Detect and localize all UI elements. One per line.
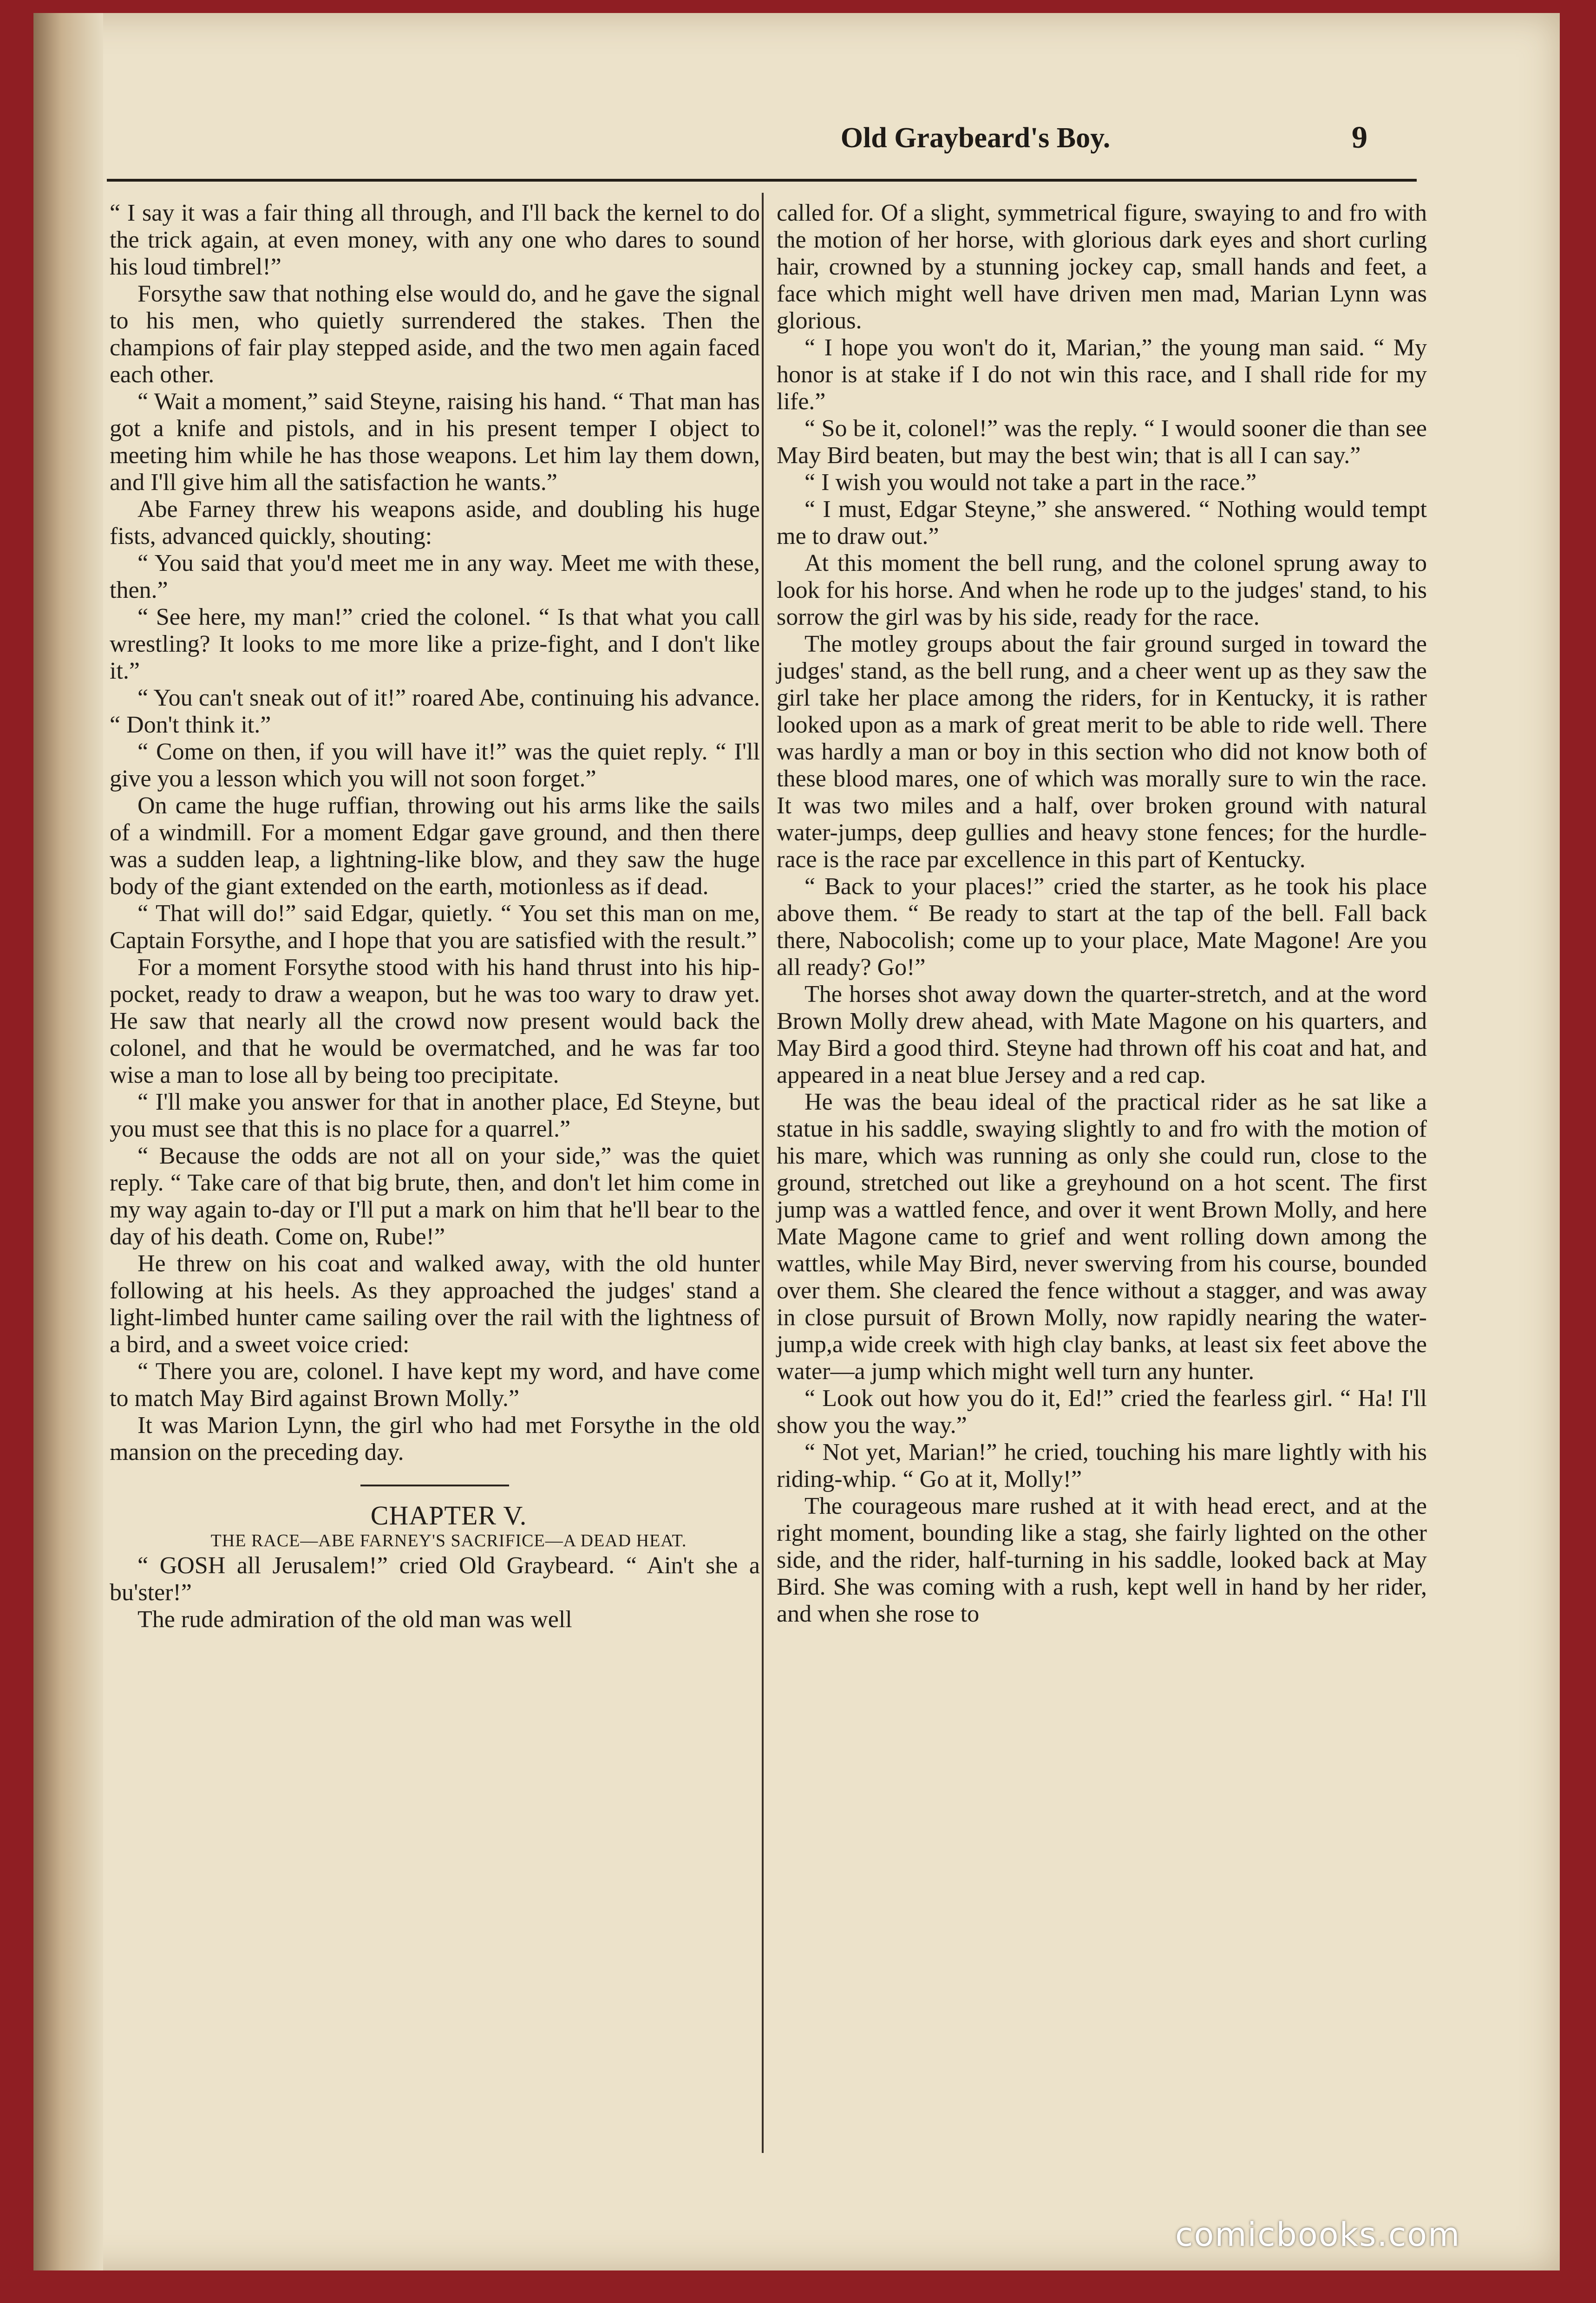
paragraph: Abe Farney threw his weapons aside, and doubling his huge fists, advanced quickly, shouting: xyxy=(110,496,760,550)
left-column-paragraphs xyxy=(110,200,760,1466)
paragraph: The motley groups about the fair ground surged in toward the judges' stand, as the bell rung, and a cheer went up as they saw the girl take her place among the riders, for in Kentucky, it is rather looked upon as a mark of great merit to be able to ride well. There was hardly a man or boy in this section who did not know both of these blood mares, one of which was morally sure to win the race. It was two miles and a half, over broken ground with natural water-jumps, deep gullies and heavy stone fences; for the hurdle-race is the race par excellence in this part of Kentucky. xyxy=(777,631,1427,873)
paragraph: “ See here, my man!” cried the colonel. “ Is that what you call wrestling? It looks to me more like a prize-fight, and I don't like it.” xyxy=(110,604,760,684)
paragraph: The courageous mare rushed at it with head erect, and at the right moment, bounding like a stag, she fairly lighted on the other side, and the rider, half-turning in his saddle, looked back at May Bird. She was coming with a rush, kept well in hand by her rider, and when she rose to xyxy=(777,1493,1427,1627)
paragraph: Forsythe saw that nothing else would do, and he gave the signal to his men, who quietly surrendered the stakes. Then the champions of fair play stepped aside, and the two men again faced each other. xyxy=(110,281,760,388)
paragraph: “ I say it was a fair thing all through, and I'll back the kernel to do the trick again, at even money, with any one who dares to sound his loud timbrel!” xyxy=(110,200,760,280)
paragraph: For a moment Forsythe stood with his hand thrust into his hip-pocket, ready to draw a weapon, but he was too wary to draw yet. He saw that nearly all the crowd now present would back the colonel, and that he would be overmatched, and he was far too wise a man to lose all by being too precipitate. xyxy=(110,954,760,1088)
paragraph: “ You said that you'd meet me in any way. Meet me with these, then.” xyxy=(110,550,760,603)
paragraph: “ So be it, colonel!” was the reply. “ I would sooner die than see May Bird beaten, but may the best win; that is all I can say.” xyxy=(777,415,1427,469)
paragraph: “ Wait a moment,” said Steyne, raising his hand. “ That man has got a knife and pistols, and in his present temper I object to meeting him while he has those weapons. Let him lay them down, and I'll give him all the satisfaction he wants.” xyxy=(110,388,760,496)
paragraph: “ I wish you would not take a part in the race.” xyxy=(805,469,1257,496)
left-column-after-chapter xyxy=(110,1552,760,1633)
paragraph: He was the beau ideal of the practical rider as he sat like a statue in his saddle, swaying slightly to and fro with the motion of his mare, which was running as only she could run, close to the ground, stretched out like a greyhound on a hot scent. The first jump was a wattled fence, and over it went Brown Molly, and here Mate Magone came to grief and went rolling down among the wattles, while May Bird, never swerving from his course, bounded over them. She cleared the fence without a stagger, and was away in close pursuit of Brown Molly, now rapidly nearing the water-jump,a wide creek with high clay banks, at least six feet above the water—a jump which might well turn any hunter. xyxy=(777,1089,1427,1385)
left-column xyxy=(110,200,760,1633)
running-head-title: Old Graybeard's Boy. xyxy=(840,122,1111,154)
paragraph: “ Come on then, if you will have it!” was the quiet reply. “ I'll give you a lesson which you will not soon forget.” xyxy=(110,739,760,792)
paragraph: “ That will do!” said Edgar, quietly. “ You set this man on me, Captain Forsythe, and I hope that you are satisfied with the result.” xyxy=(110,900,760,954)
paragraph: “ I'll make you answer for that in another place, Ed Steyne, but you must see that this is no place for a quarrel.” xyxy=(110,1089,760,1142)
right-column-paragraphs xyxy=(777,200,1427,1628)
paragraph: “ There you are, colonel. I have kept my word, and have come to match May Bird against Brown Molly.” xyxy=(110,1358,760,1412)
paragraph: On came the huge ruffian, throwing out his arms like the sails of a windmill. For a moment Edgar gave ground, and then there was a sudden leap, a lightning-like blow, and they saw the huge body of the giant extended on the earth, motionless as if dead. xyxy=(110,792,760,900)
paragraph: “ Look out how you do it, Ed!” cried the fearless girl. “ Ha! I'll show you the way.” xyxy=(777,1385,1427,1439)
paragraph: called for. Of a slight, symmetrical figure, swaying to and fro with the motion of her horse, with glorious dark eyes and short curling hair, crowned by a stunning jockey cap, small hands and feet, a face which might well have driven men mad, Marian Lynn was glorious. xyxy=(777,200,1427,334)
chapter-divider-rule xyxy=(360,1485,509,1486)
paragraph: “ Back to your places!” cried the starter, as he took his place above them. “ Be ready to start at the tap of the bell. Fall back there, Nabocolish; come up to your place, Mate Magone! Are you all ready? Go!” xyxy=(777,873,1427,981)
paragraph: The horses shot away down the quarter-stretch, and at the word Brown Molly drew ahead, with Mate Magone on his quarters, and May Bird a good third. Steyne had thrown off his coat and hat, and appeared in a neat blue Jersey and a red cap. xyxy=(777,981,1427,1088)
page-spine-shadow xyxy=(33,13,103,2270)
right-column xyxy=(777,200,1427,1628)
paragraph: “ Because the odds are not all on your side,” was the quiet reply. “ Take care of that big brute, then, and don't let him come in my way again to-day or I'll put a mark on him that he'll bear to the day of his death. Come on, Rube!” xyxy=(110,1143,760,1250)
page-number: 9 xyxy=(1352,119,1367,155)
watermark: comicbooks.com xyxy=(1175,2216,1461,2254)
paragraph: It was Marion Lynn, the girl who had met Forsythe in the old mansion on the preceding day. xyxy=(110,1412,760,1466)
paragraph: “ GOSH all Jerusalem!” cried Old Graybeard. “ Ain't she a bu'ster!” xyxy=(110,1552,760,1606)
column-divider xyxy=(762,193,764,2153)
header-rule xyxy=(107,179,1417,182)
paragraph: He threw on his coat and walked away, with the old hunter following at his heels. As they approached the judges' stand a light-limbed hunter came sailing over the rail with the lightness of a bird, and a sweet voice cried: xyxy=(110,1250,760,1358)
paragraph: “ Not yet, Marian!” he cried, touching his mare lightly with his riding-whip. “ Go at it, Molly!” xyxy=(777,1439,1427,1492)
paragraph: “ I hope you won't do it, Marian,” the young man said. “ My honor is at stake if I do not win this race, and I shall ride for my life.” xyxy=(777,334,1427,415)
chapter-subtitle: THE RACE—ABE FARNEY'S SACRIFICE—A DEAD HEAT. xyxy=(210,1531,687,1551)
paragraph: “ You can't sneak out of it!” roared Abe, continuing his advance. “ Don't think it.” xyxy=(110,685,760,738)
paragraph: “ I must, Edgar Steyne,” she answered. “ Nothing would tempt me to draw out.” xyxy=(777,496,1427,550)
paragraph: At this moment the bell rung, and the colonel sprung away to look for his horse. And when he rode up to the judges' stand, to his sorrow the girl was by his side, ready for the race. xyxy=(777,550,1427,630)
paragraph: The rude admiration of the old man was well xyxy=(137,1606,572,1633)
chapter-title: CHAPTER V. xyxy=(370,1500,527,1531)
